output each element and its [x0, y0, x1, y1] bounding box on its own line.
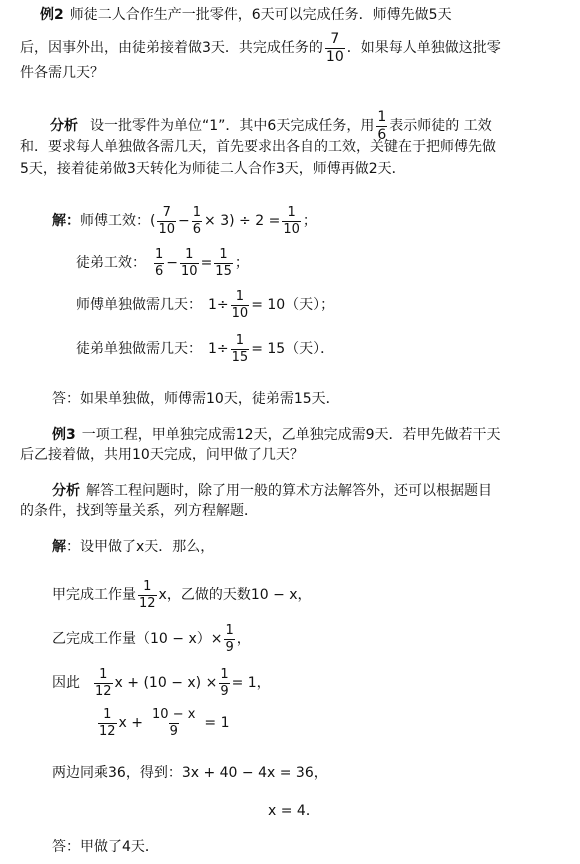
fraction: [94, 668, 113, 698]
expr-post: x，乙做的天数10 − x，: [158, 587, 312, 604]
ex2-s1-text: 师傅工效：: [80, 213, 150, 230]
fraction: [151, 708, 196, 738]
fraction: [138, 580, 157, 610]
ex2-q1: 师徒二人合作生产一批零件，6天可以完成任务．师傅先做5天: [69, 7, 452, 23]
expr-post: = 10（天）；: [251, 297, 335, 314]
expr-pre: 甲完成工作量: [52, 587, 136, 604]
ex3-line2: [52, 624, 251, 654]
numerator: 1: [225, 623, 234, 638]
denominator: 9: [220, 683, 229, 699]
denominator: 15: [215, 263, 232, 279]
ex2-answer: 答：如果单独做，师傅需10天，徒弟需15天．: [52, 391, 340, 407]
fraction: [180, 248, 199, 278]
fraction: [282, 206, 301, 236]
numerator: 1: [377, 109, 387, 125]
expr-pre: 乙完成工作量（10 − x）×: [52, 631, 223, 648]
fraction: [219, 668, 229, 698]
expr-pre: 因此: [52, 675, 80, 692]
ex2-question-line2: [20, 32, 501, 64]
ex3-title: 例3: [52, 427, 76, 443]
denominator: 10: [158, 221, 176, 237]
ex3-a1: 解答工程问题时，除了用一般的算术方法解答外，还可以根据题目: [86, 483, 492, 499]
expr-post: = 1，: [231, 675, 271, 692]
fraction: [231, 334, 250, 364]
denominator: 6: [192, 221, 202, 237]
ex2-q2b: ．如果每人单独做这批零: [346, 40, 501, 57]
ex2-a1a: 设一批零件为单位“1”．其中6天完成任务，用: [90, 118, 375, 135]
ex3-line5: 两边同乘36，得到：3x + 40 − 4x = 36，: [52, 765, 328, 781]
solution-label: 解: [52, 539, 66, 555]
expr-mid: x +: [118, 715, 144, 732]
denominator: 10: [325, 48, 344, 65]
numerator: 1: [192, 205, 202, 220]
denominator: 15: [231, 349, 249, 365]
fraction: [376, 110, 387, 142]
ex2-solution-line1: [52, 206, 317, 236]
fraction: [157, 206, 176, 236]
ex2-q2a: 后，因事外出，由徒弟接着做3天．共完成任务的: [20, 40, 323, 57]
ex3-line4: [96, 708, 230, 738]
ex2-question-line3: 件各需几天？: [20, 65, 104, 81]
ex2-solution-line3: [76, 290, 334, 320]
numerator: 1: [155, 247, 164, 262]
ex3-line1: [52, 580, 312, 610]
ex3-sol-text: ：设甲做了x天．那么，: [66, 539, 215, 555]
numerator: 1: [185, 247, 194, 262]
ex2-s4-text: 徒弟单独做需几天：: [76, 341, 202, 358]
equals: =: [200, 255, 213, 272]
fraction: [98, 708, 117, 738]
ex2-analysis-line1: [50, 110, 492, 142]
numerator: 10 − x: [152, 707, 196, 722]
numerator: 1: [143, 579, 152, 594]
denominator: 10: [231, 305, 249, 321]
numerator: 1: [99, 667, 108, 682]
fraction: [224, 624, 234, 654]
ex2-s3-text: 师傅单独做需几天：: [76, 297, 202, 314]
operator: −: [166, 255, 179, 272]
semicolon: ；: [234, 255, 249, 272]
ex3-q1: 一项工程，甲单独完成需12天，乙单独完成需9天．若甲先做若干天: [81, 427, 501, 443]
numerator: 1: [287, 205, 296, 220]
denominator: 10: [283, 221, 300, 237]
ex2-a1b: 表示师徒的 工效: [389, 118, 492, 135]
expr-mid: x + (10 − x) ×: [114, 675, 218, 692]
solution-label: 解：: [52, 213, 80, 230]
ex3-line6: x = 4．: [268, 803, 320, 819]
denominator: 6: [155, 263, 164, 279]
ex2-s2-text: 徒弟工效：: [76, 255, 146, 272]
numerator: 1: [235, 289, 245, 304]
numerator: 1: [235, 333, 245, 348]
expr-post: = 1: [204, 715, 230, 732]
denominator: 9: [225, 639, 234, 655]
ex3-analysis-line1: [52, 484, 492, 498]
ex3-question-line1: [52, 428, 500, 442]
ex3-answer: 答：甲做了4天．: [52, 839, 159, 855]
numerator: 1: [103, 707, 112, 722]
ex3-analysis-line2: 的条件，找到等量关系，列方程解题．: [20, 503, 258, 519]
denominator: 12: [99, 723, 116, 739]
analysis-label: 分析: [50, 118, 78, 135]
expr-post: ，: [236, 631, 251, 648]
ex2-solution-line4: [76, 334, 334, 364]
ex2-solution-line2: [76, 248, 249, 278]
numerator: 1: [219, 247, 228, 262]
paren: (: [150, 213, 156, 230]
numerator: 7: [162, 205, 171, 220]
expr-rest: × 3) ÷ 2 =: [204, 213, 281, 230]
ex2-title: 例2: [40, 7, 64, 23]
ex2-analysis-line2: 和．要求每人单独做各需几天，首先要求出各自的工效，关键在于把师傅先做: [20, 139, 496, 155]
denominator: 12: [95, 683, 112, 699]
denominator: 10: [181, 263, 198, 279]
fraction: [154, 248, 164, 278]
semicolon: ；: [302, 213, 317, 230]
fraction: [192, 206, 202, 236]
expr-post: = 15（天）．: [251, 341, 335, 358]
ex2-question-line1: [40, 8, 452, 22]
analysis-label: 分析: [52, 483, 80, 499]
ex3-question-line2: 后乙接着做，共用10天完成，问甲做了几天？: [20, 447, 304, 463]
denominator: 12: [139, 595, 156, 611]
ex3-solution-intro: [52, 540, 214, 554]
fraction: [325, 32, 345, 64]
fraction: [214, 248, 233, 278]
operator: −: [178, 213, 190, 230]
ex2-analysis-line3: 5天，接着徒弟做3天转化为师徒二人合作3天，师傅再做2天．: [20, 161, 406, 177]
expr-pre: 1÷: [208, 297, 229, 314]
numerator: 7: [330, 31, 340, 47]
ex3-line3: [52, 668, 271, 698]
fraction: [231, 290, 250, 320]
denominator: 9: [169, 723, 178, 739]
denominator: 6: [377, 126, 387, 143]
numerator: 1: [220, 667, 229, 682]
expr-pre: 1÷: [208, 341, 229, 358]
